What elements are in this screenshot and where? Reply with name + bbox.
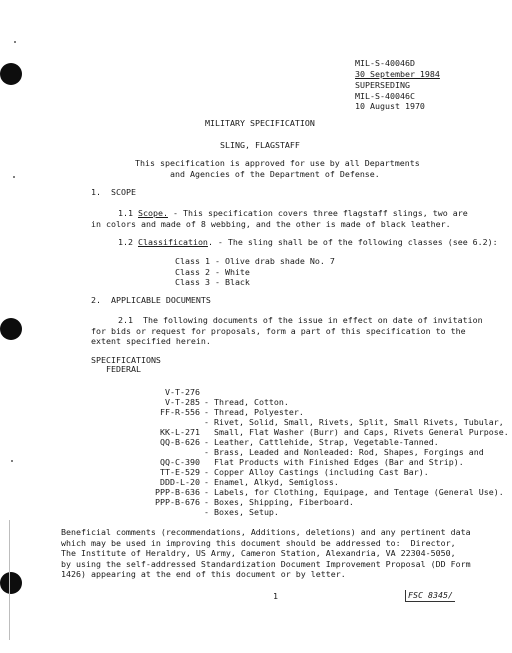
spec-description: Flat Products with Finished Edges (Bar and Strip). — [204, 457, 464, 467]
spec-id: QQ-B-626 — [160, 436, 200, 447]
page-number: 1 — [273, 591, 278, 601]
section-2-heading: 2. APPLICABLE DOCUMENTS — [91, 295, 211, 305]
paragraph-1-1-number: 1.1 — [118, 208, 133, 218]
scan-speck — [14, 41, 16, 43]
spec-id: PPP-B-636 — [155, 486, 200, 497]
specifications-heading: SPECIFICATIONS — [91, 355, 161, 365]
section-1-heading: 1. SCOPE — [91, 187, 136, 197]
document-date: 30 September 1984 — [355, 69, 440, 79]
spec-id: V-T-276 — [165, 386, 200, 397]
paragraph-2-1-line-2: for bids or request for proposals, form a part of this specification to the — [91, 326, 466, 336]
spec-id: QQ-C-390 — [160, 456, 200, 467]
fsc-code: FSC 8345/ — [405, 590, 455, 602]
paragraph-1-2 — [118, 237, 498, 248]
comments-line: by using the self-addressed Standardization Document Improvement Proposal (DD Form — [61, 559, 471, 569]
spec-id: PPP-B-676 — [155, 496, 200, 507]
spec-description: - Brass, Leaded and Nonleaded: Rod, Shapes, Forgings and — [204, 447, 484, 457]
spec-id: DDD-L-20 — [160, 476, 200, 487]
spec-description: - Boxes, Setup. — [204, 507, 279, 517]
spec-id: FF-R-556 — [160, 406, 200, 417]
superseded-date: 10 August 1970 — [355, 101, 425, 111]
spec-description: - Labels, for Clothing, Equipage, and Tentage (General Use). — [204, 487, 504, 497]
paragraph-2-1-line-3: extent specified herein. — [91, 336, 211, 346]
superseding-label: SUPERSEDING — [355, 80, 410, 90]
paragraph-1-2-text: . - The sling shall be of the following classes (see 6.2): — [207, 237, 498, 247]
scan-speck — [13, 176, 15, 178]
document-id: MIL-S-40046D — [355, 58, 415, 68]
document-type-title: MILITARY SPECIFICATION — [205, 118, 315, 128]
approval-line-2: and Agencies of the Department of Defense. — [170, 169, 380, 179]
paragraph-1-1-line-1 — [118, 208, 468, 219]
spec-row — [91, 486, 491, 528]
spec-description: - Thread, Polyester. — [204, 407, 304, 417]
spec-description: - Rivet, Solid, Small, Rivets, Split, Small Rivets, Tubular, — [204, 417, 504, 427]
class-list-item: Class 2 - White — [175, 267, 250, 277]
scan-speck — [11, 460, 13, 462]
comments-line: which may be used in improving this document should be addressed to: Director, — [61, 538, 456, 548]
paragraph-1-2-title: Classification — [138, 237, 208, 247]
comments-line: The Institute of Heraldry, US Army, Cameron Station, Alexandria, VA 22304-5050, — [61, 548, 456, 558]
paragraph-2-1-line-1: 2.1 The following documents of the issue in effect on date of invitation — [118, 315, 483, 325]
paragraph-1-1-line-2: in colors and made of 8 webbing, and the other is made of black leather. — [91, 219, 451, 229]
paragraph-1-1-text: - This specification covers three flagstaff slings, two are — [167, 208, 468, 218]
spec-id: V-T-285 — [165, 396, 200, 407]
fsc-code-text: FSC 8345 — [408, 590, 448, 600]
spec-description: - Copper Alloy Castings (including Cast Bar). — [204, 467, 429, 477]
approval-line-1: This specification is approved for use by all Departments — [135, 158, 420, 168]
spec-description: Small, Flat Washer (Burr) and Caps, Rivets General Purpose. — [204, 427, 509, 437]
paragraph-1-1-title: Scope. — [138, 208, 168, 218]
scan-edge-line — [9, 520, 10, 640]
spec-description: - Enamel, Alkyd, Semigloss. — [204, 477, 339, 487]
comments-line: 1426) appearing at the end of this document or by letter. — [61, 569, 346, 579]
punch-hole-top — [0, 63, 22, 85]
document-subject-title: SLING, FLAGSTAFF — [220, 140, 300, 150]
paragraph-1-2-number: 1.2 — [118, 237, 133, 247]
spec-description: - Boxes, Shipping, Fiberboard. — [204, 497, 354, 507]
punch-hole-bottom — [0, 572, 22, 594]
federal-heading: FEDERAL — [106, 364, 141, 374]
punch-hole-middle — [0, 318, 22, 340]
spec-id: TT-E-529 — [160, 466, 200, 477]
spec-id: KK-L-271 — [160, 426, 200, 437]
class-list-item: Class 1 - Olive drab shade No. 7 — [175, 256, 335, 266]
spec-description: - Leather, Cattlehide, Strap, Vegetable-Tanned. — [204, 437, 439, 447]
spec-description: - Thread, Cotton. — [204, 397, 289, 407]
class-list-item: Class 3 - Black — [175, 277, 250, 287]
comments-line: Beneficial comments (recommendations, Additions, deletions) and any pertinent data — [61, 527, 471, 537]
superseded-id: MIL-S-40046C — [355, 91, 415, 101]
